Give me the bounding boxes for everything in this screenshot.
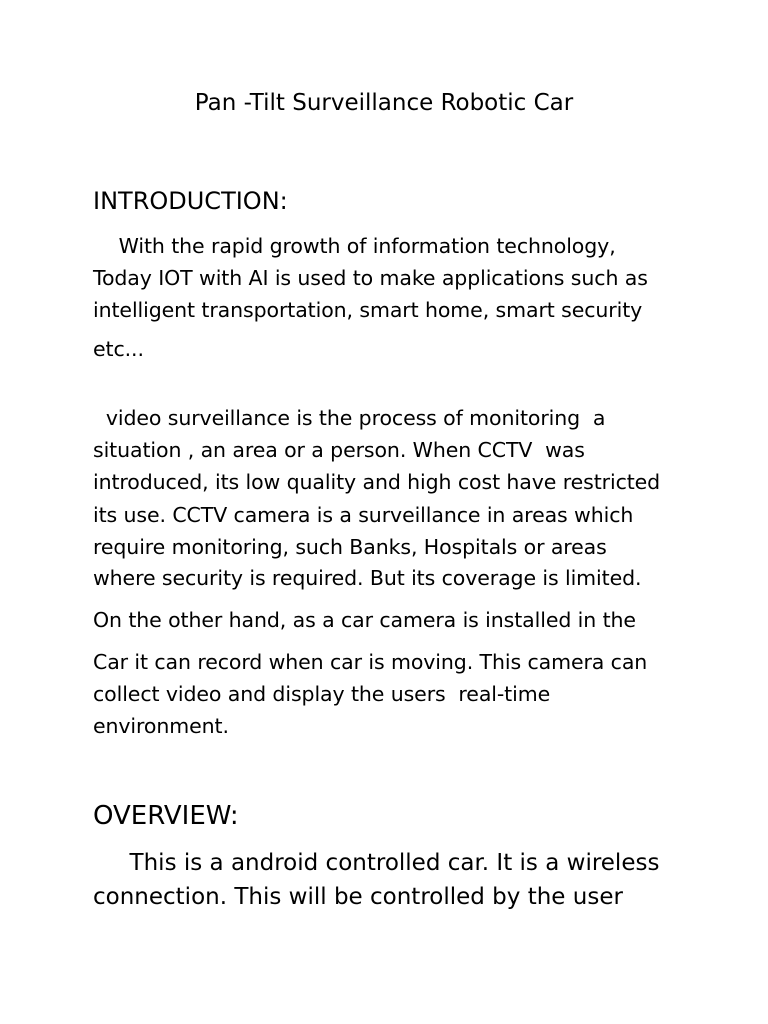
intro-paragraph-2-line-6: where security is required. But its coverage is limited. [93, 566, 642, 590]
intro-paragraph-2-line-8: Car it can record when car is moving. This camera can [93, 650, 648, 674]
intro-paragraph-2-line-5: require monitoring, such Banks, Hospitals or areas [93, 535, 607, 559]
intro-paragraph-2-line-4: its use. CCTV camera is a surveillance in areas which [93, 503, 634, 527]
document-title: Pan -Tilt Surveillance Robotic Car [194, 90, 574, 116]
intro-paragraph-2-line-1: video surveillance is the process of monitoring a [93, 406, 606, 430]
intro-paragraph-2-line-3: introduced, its low quality and high cost have restricted [93, 470, 661, 494]
intro-paragraph-1-line-3: intelligent transportation, smart home, smart security [93, 298, 643, 322]
intro-paragraph-1-line-2: Today IOT with AI is used to make applications such as [93, 266, 648, 290]
section-heading-overview: OVERVIEW: [93, 801, 239, 831]
intro-paragraph-2-line-7: On the other hand, as a car camera is installed in the [93, 608, 636, 632]
intro-paragraph-2-line-9: collect video and display the users real-time [93, 682, 551, 706]
overview-paragraph-line-2: connection. This will be controlled by the user [93, 884, 623, 910]
section-heading-introduction: INTRODUCTION: [93, 187, 288, 215]
intro-paragraph-1-line-4: etc... [93, 337, 144, 361]
intro-paragraph-1-line-1: With the rapid growth of information technology, [93, 234, 616, 258]
intro-paragraph-2-line-10: environment. [93, 714, 229, 738]
overview-paragraph-line-1: This is a android controlled car. It is a wireless [93, 850, 660, 876]
intro-paragraph-2-line-2: situation , an area or a person. When CCTV was [93, 438, 585, 462]
